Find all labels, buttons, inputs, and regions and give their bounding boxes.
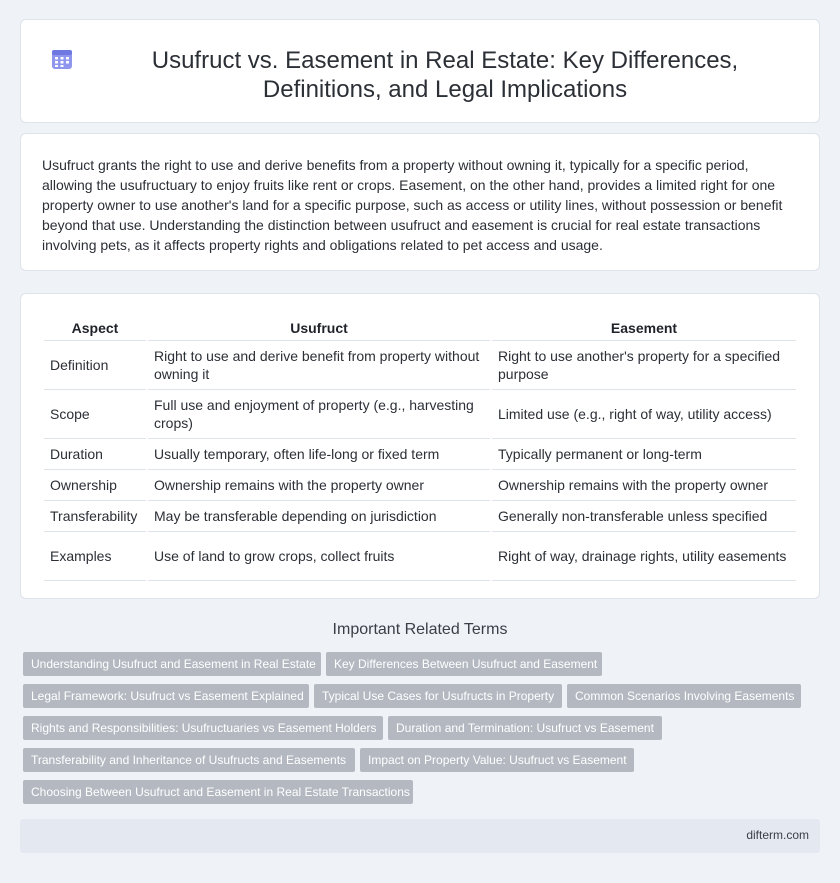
intro-paragraph: Usufruct grants the right to use and derive benefits from a property without owning it, typically for a specific period, allowing the usufructuary to enjoy fruits like rent or crops. Easement, on the other hand, provides a limited right for one property owner to use another's land for a specific purpose, such as access or utility lines, without possession or benefit beyond that use. Understanding the distinction between usufruct and easement is crucial for real estate transactions involving pets, as it affects property rights and obligations related to pet access and usage. xyxy=(42,157,783,253)
related-term-tag[interactable]: Duration and Termination: Usufruct vs Easement xyxy=(388,716,662,740)
easement-cell: Typically permanent or long-term xyxy=(492,439,796,470)
easement-cell: Right to use another's property for a specified purpose xyxy=(492,341,796,390)
usufruct-cell: Right to use and derive benefit from property without owning it xyxy=(148,341,490,390)
usufruct-cell: Usually temporary, often life-long or fixed term xyxy=(148,439,490,470)
calendar-grid-icon xyxy=(50,47,74,71)
related-terms-heading: Important Related Terms xyxy=(332,621,508,638)
easement-cell: Limited use (e.g., right of way, utility access) xyxy=(492,390,796,439)
usufruct-cell: Use of land to grow crops, collect fruits xyxy=(148,532,490,581)
table-row xyxy=(44,341,796,390)
intro-card xyxy=(20,133,820,271)
comparison-table xyxy=(42,314,798,581)
header-card xyxy=(20,19,820,123)
usufruct-cell: Ownership remains with the property owner xyxy=(148,470,490,501)
related-term-tag[interactable]: Transferability and Inheritance of Usufructs and Easements xyxy=(23,748,355,772)
column-header-aspect: Aspect xyxy=(44,314,146,341)
table-row xyxy=(44,439,796,470)
aspect-cell: Duration xyxy=(44,439,146,470)
table-header-row xyxy=(44,314,796,341)
comparison-table-card xyxy=(20,293,820,599)
table-row xyxy=(44,470,796,501)
related-term-tag[interactable]: Key Differences Between Usufruct and Easement xyxy=(326,652,602,676)
related-term-tag[interactable]: Choosing Between Usufruct and Easement in Real Estate Transactions xyxy=(23,780,413,804)
usufruct-cell: May be transferable depending on jurisdiction xyxy=(148,501,490,532)
table-row xyxy=(44,390,796,439)
easement-cell: Ownership remains with the property owner xyxy=(492,470,796,501)
related-term-tag[interactable]: Impact on Property Value: Usufruct vs Easement xyxy=(360,748,634,772)
related-term-tag[interactable]: Typical Use Cases for Usufructs in Property xyxy=(314,684,562,708)
related-term-tag[interactable]: Rights and Responsibilities: Usufructuaries vs Easement Holders xyxy=(23,716,383,740)
easement-cell: Right of way, drainage rights, utility easements xyxy=(492,532,796,581)
column-header-easement: Easement xyxy=(492,314,796,341)
related-term-tag[interactable]: Understanding Usufruct and Easement in Real Estate xyxy=(23,652,321,676)
aspect-cell: Examples xyxy=(44,532,146,581)
aspect-cell: Transferability xyxy=(44,501,146,532)
aspect-cell: Definition xyxy=(44,341,146,390)
aspect-cell: Scope xyxy=(44,390,146,439)
aspect-cell: Ownership xyxy=(44,470,146,501)
column-header-usufruct: Usufruct xyxy=(148,314,490,341)
table-row xyxy=(44,532,796,581)
related-term-tag[interactable]: Common Scenarios Involving Easements xyxy=(567,684,801,708)
usufruct-cell: Full use and enjoyment of property (e.g., harvesting crops) xyxy=(148,390,490,439)
related-term-tag[interactable]: Legal Framework: Usufruct vs Easement Explained xyxy=(23,684,309,708)
easement-cell: Generally non-transferable unless specified xyxy=(492,501,796,532)
table-row xyxy=(44,501,796,532)
footer xyxy=(20,819,820,853)
footer-site-link[interactable]: difterm.com xyxy=(746,828,809,842)
page-title: Usufruct vs. Easement in Real Estate: Key Differences, Definitions, and Legal Implications xyxy=(151,47,739,103)
